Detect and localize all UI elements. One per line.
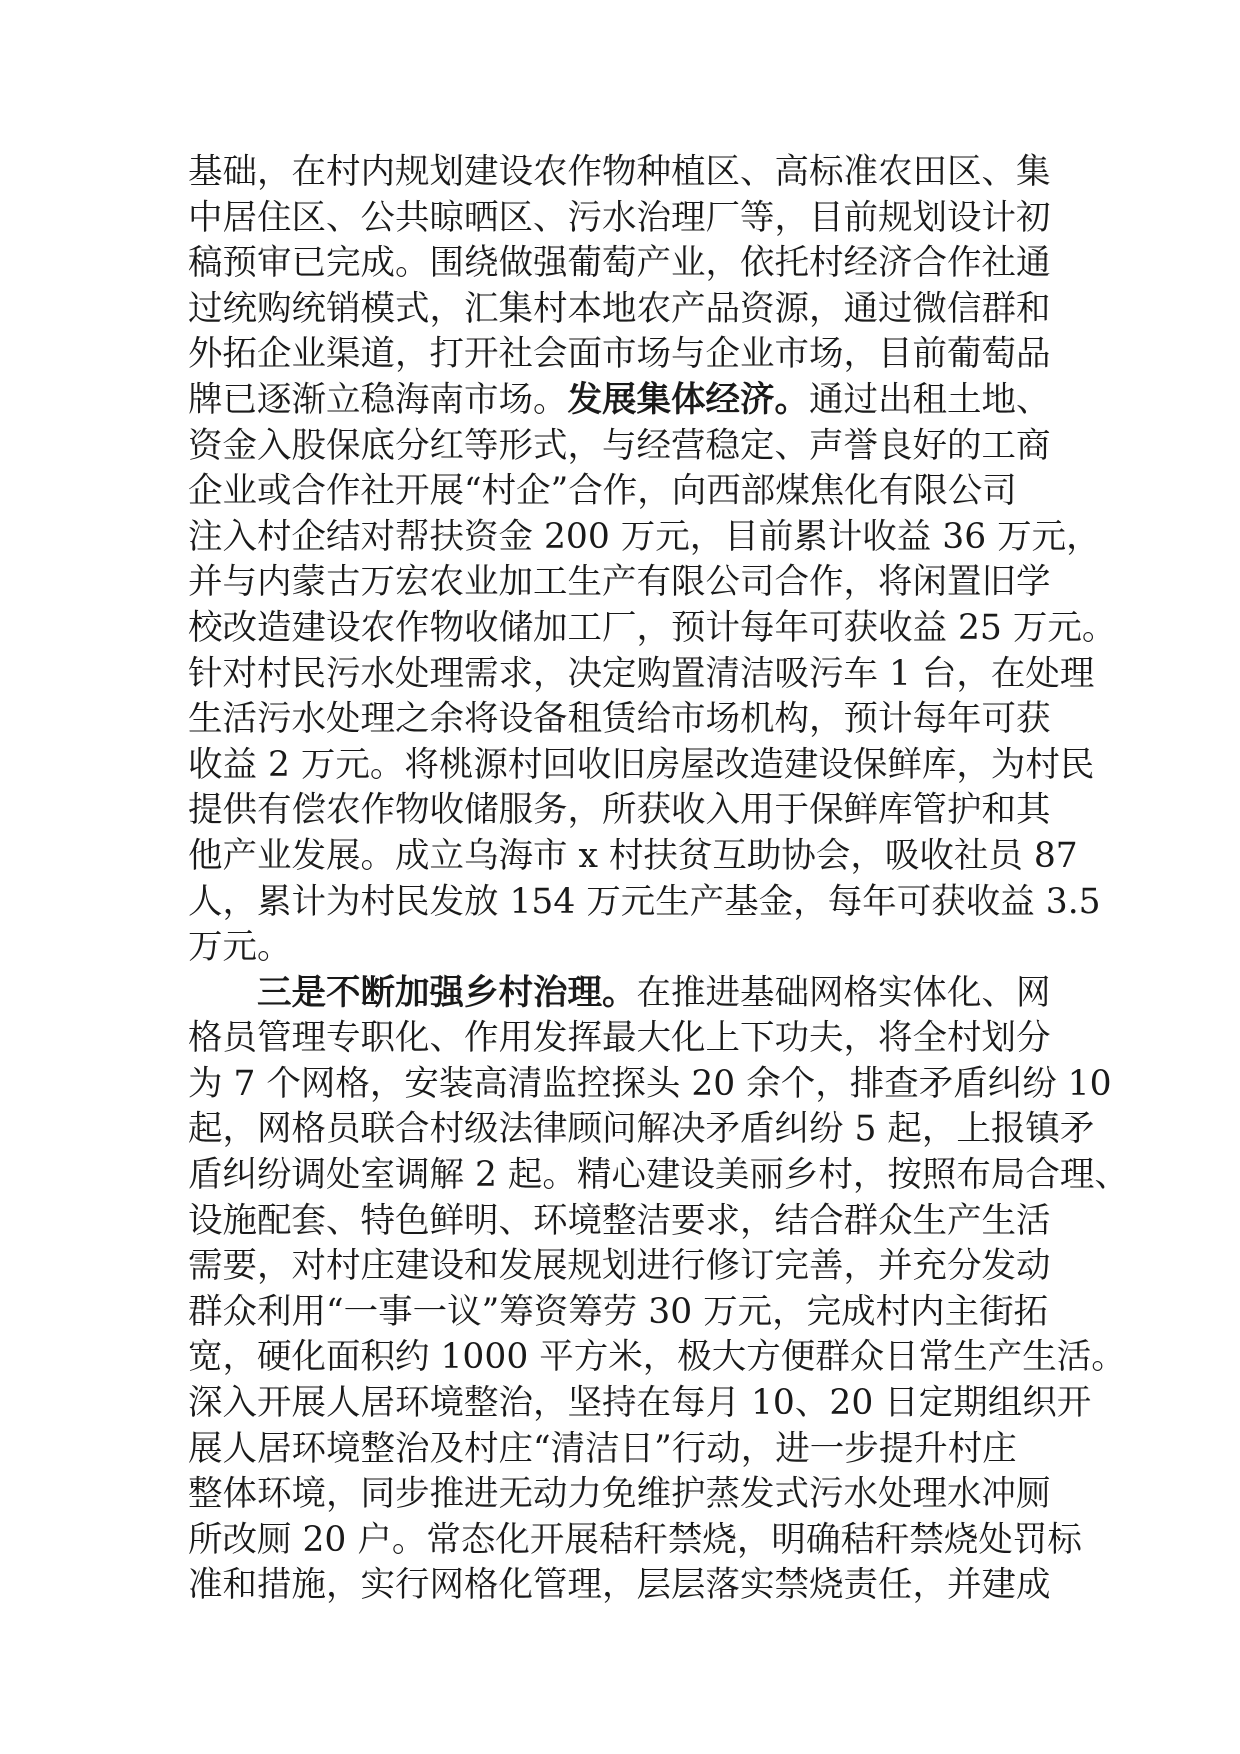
text-line: 三是不断加强乡村治理。在推进基础网格实体化、网	[257, 972, 1051, 1013]
text-line: 群众利用“一事一议”筹资筹劳 30 万元，完成村内主街拓	[188, 1291, 1049, 1332]
text-line: 深入开展人居环境整治，坚持在每月 10、20 日定期组织开	[188, 1383, 1092, 1424]
text-line: 整体环境，同步推进无动力免维护蒸发式污水处理水冲厕	[188, 1474, 1051, 1515]
text-line: 牌已逐渐立稳海南市场。发展集体经济。通过出租土地、	[188, 379, 1051, 420]
text-line: 中居住区、公共晾晒区、污水治理厂等，目前规划设计初	[188, 197, 1051, 238]
text-line: 为 7 个网格，安装高清监控探头 20 余个，排查矛盾纠纷 10	[188, 1063, 1112, 1104]
text-line: 需要，对村庄建设和发展规划进行修订完善，并充分发动	[188, 1246, 1051, 1287]
text-line: 格员管理专职化、作用发挥最大化上下功夫，将全村划分	[188, 1018, 1051, 1059]
text-line: 并与内蒙古万宏农业加工生产有限公司合作，将闲置旧学	[188, 562, 1051, 603]
text-line: 他产业发展。成立乌海市 x 村扶贫互助协会，吸收社员 87	[188, 835, 1078, 876]
text-line: 校改造建设农作物收储加工厂，预计每年可获收益 25 万元。	[188, 607, 1117, 648]
text-line: 展人居环境整治及村庄“清洁日”行动，进一步提升村庄	[188, 1428, 1017, 1469]
text-line: 生活污水处理之余将设备租赁给市场机构，预计每年可获	[188, 699, 1051, 740]
text-line: 提供有偿农作物收储服务，所获收入用于保鲜库管护和其	[188, 790, 1051, 831]
text-line: 外拓企业渠道，打开社会面市场与企业市场，目前葡萄品	[188, 334, 1051, 375]
text-line: 万元。	[188, 927, 292, 968]
bold-heading-rural-governance: 三是不断加强乡村治理。	[257, 972, 637, 1013]
text-line: 起，网格员联合村级法律顾问解决矛盾纠纷 5 起，上报镇矛	[188, 1109, 1095, 1150]
text-line: 所改厕 20 户。常态化开展秸秆禁烧，明确秸秆禁烧处罚标	[188, 1519, 1082, 1560]
text-line: 稿预审已完成。围绕做强葡萄产业，依托村经济合作社通	[188, 243, 1051, 284]
text-line: 企业或合作社开展“村企”合作，向西部煤焦化有限公司	[188, 471, 1017, 512]
text-line: 准和措施，实行网格化管理，层层落实禁烧责任，并建成	[188, 1565, 1051, 1606]
text-line: 人，累计为村民发放 154 万元生产基金，每年可获收益 3.5	[188, 881, 1101, 922]
text-line: 设施配套、特色鲜明、环境整洁要求，结合群众生产生活	[188, 1200, 1051, 1241]
text-line: 过统购统销模式，汇集村本地农产品资源，通过微信群和	[188, 288, 1051, 329]
text-line: 盾纠纷调处室调解 2 起。精心建设美丽乡村，按照布局合理、	[188, 1155, 1129, 1196]
body-text	[188, 150, 1129, 1609]
text-line: 收益 2 万元。将桃源村回收旧房屋改造建设保鲜库，为村民	[188, 744, 1095, 785]
text-line: 基础，在村内规划建设农作物种植区、高标准农田区、集	[188, 152, 1051, 192]
text-line: 宽，硬化面积约 1000 平方米，极大方便群众日常生产生活。	[188, 1337, 1126, 1378]
text-line: 资金入股保底分红等形式，与经营稳定、声誉良好的工商	[188, 425, 1051, 466]
bold-heading-collective-economy: 发展集体经济。	[567, 379, 809, 420]
text-line: 注入村企结对帮扶资金 200 万元，目前累计收益 36 万元，	[188, 516, 1101, 557]
text-line: 针对村民污水处理需求，决定购置清洁吸污车 1 台，在处理	[188, 653, 1095, 694]
